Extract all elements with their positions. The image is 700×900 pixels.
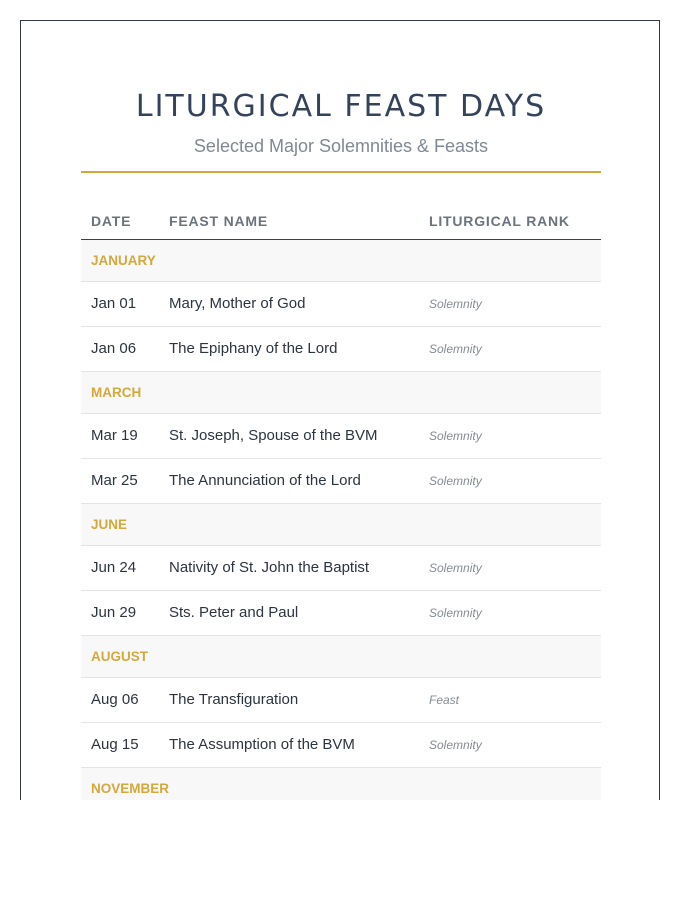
document-page bbox=[20, 20, 660, 800]
feast-rank: Solemnity bbox=[429, 474, 482, 488]
feast-name: Nativity of St. John the Baptist bbox=[169, 559, 370, 576]
feast-rank: Solemnity bbox=[429, 342, 482, 356]
feast-rank: Solemnity bbox=[429, 297, 482, 311]
table-row bbox=[81, 591, 601, 636]
feast-name: The Assumption of the BVM bbox=[169, 736, 355, 753]
table-header-row bbox=[81, 206, 601, 240]
feast-date: Jan 06 bbox=[91, 340, 137, 357]
feast-date: Jun 24 bbox=[91, 559, 137, 576]
feast-name: The Annunciation of the Lord bbox=[169, 472, 361, 489]
feast-date: Mar 25 bbox=[91, 472, 138, 489]
page-title: LITURGICAL FEAST DAYS bbox=[135, 89, 547, 124]
month-group-row bbox=[81, 372, 601, 414]
column-header-liturgical-rank: LITURGICAL RANK bbox=[429, 213, 570, 229]
feast-name: Mary, Mother of God bbox=[169, 295, 306, 312]
table-row bbox=[81, 723, 601, 768]
table-row bbox=[81, 414, 601, 459]
feast-date: Aug 15 bbox=[91, 736, 139, 753]
table-row bbox=[81, 327, 601, 372]
column-header-date: DATE bbox=[91, 213, 132, 229]
month-group-row bbox=[81, 240, 601, 282]
feast-date: Mar 19 bbox=[91, 427, 138, 444]
feast-rank: Solemnity bbox=[429, 429, 482, 443]
feast-rank: Solemnity bbox=[429, 606, 482, 620]
feast-date: Jan 01 bbox=[91, 295, 137, 312]
feast-date: Aug 06 bbox=[91, 691, 139, 708]
month-label: MARCH bbox=[91, 385, 142, 400]
table-row bbox=[81, 282, 601, 327]
table-row bbox=[81, 459, 601, 504]
month-group-row bbox=[81, 504, 601, 546]
feast-date: Jun 29 bbox=[91, 604, 137, 621]
feast-rank: Solemnity bbox=[429, 561, 482, 575]
feast-name: St. Joseph, Spouse of the BVM bbox=[169, 427, 378, 444]
month-label: AUGUST bbox=[91, 649, 148, 664]
page-subtitle: Selected Major Solemnities & Feasts bbox=[193, 136, 489, 156]
feast-name: Sts. Peter and Paul bbox=[169, 604, 299, 621]
table-row bbox=[81, 678, 601, 723]
month-label: NOVEMBER bbox=[91, 781, 170, 796]
feast-table bbox=[81, 206, 601, 800]
month-group-row bbox=[81, 768, 601, 800]
month-label: JUNE bbox=[91, 517, 128, 532]
document-header bbox=[81, 21, 601, 173]
feast-rank: Solemnity bbox=[429, 738, 482, 752]
feast-name: The Transfiguration bbox=[169, 691, 299, 708]
column-header-feast-name: FEAST NAME bbox=[169, 213, 268, 229]
table-row bbox=[81, 546, 601, 591]
month-group-row bbox=[81, 636, 601, 678]
month-label: JANUARY bbox=[91, 253, 156, 268]
feast-rank: Feast bbox=[429, 693, 460, 707]
feast-name: The Epiphany of the Lord bbox=[169, 340, 338, 357]
